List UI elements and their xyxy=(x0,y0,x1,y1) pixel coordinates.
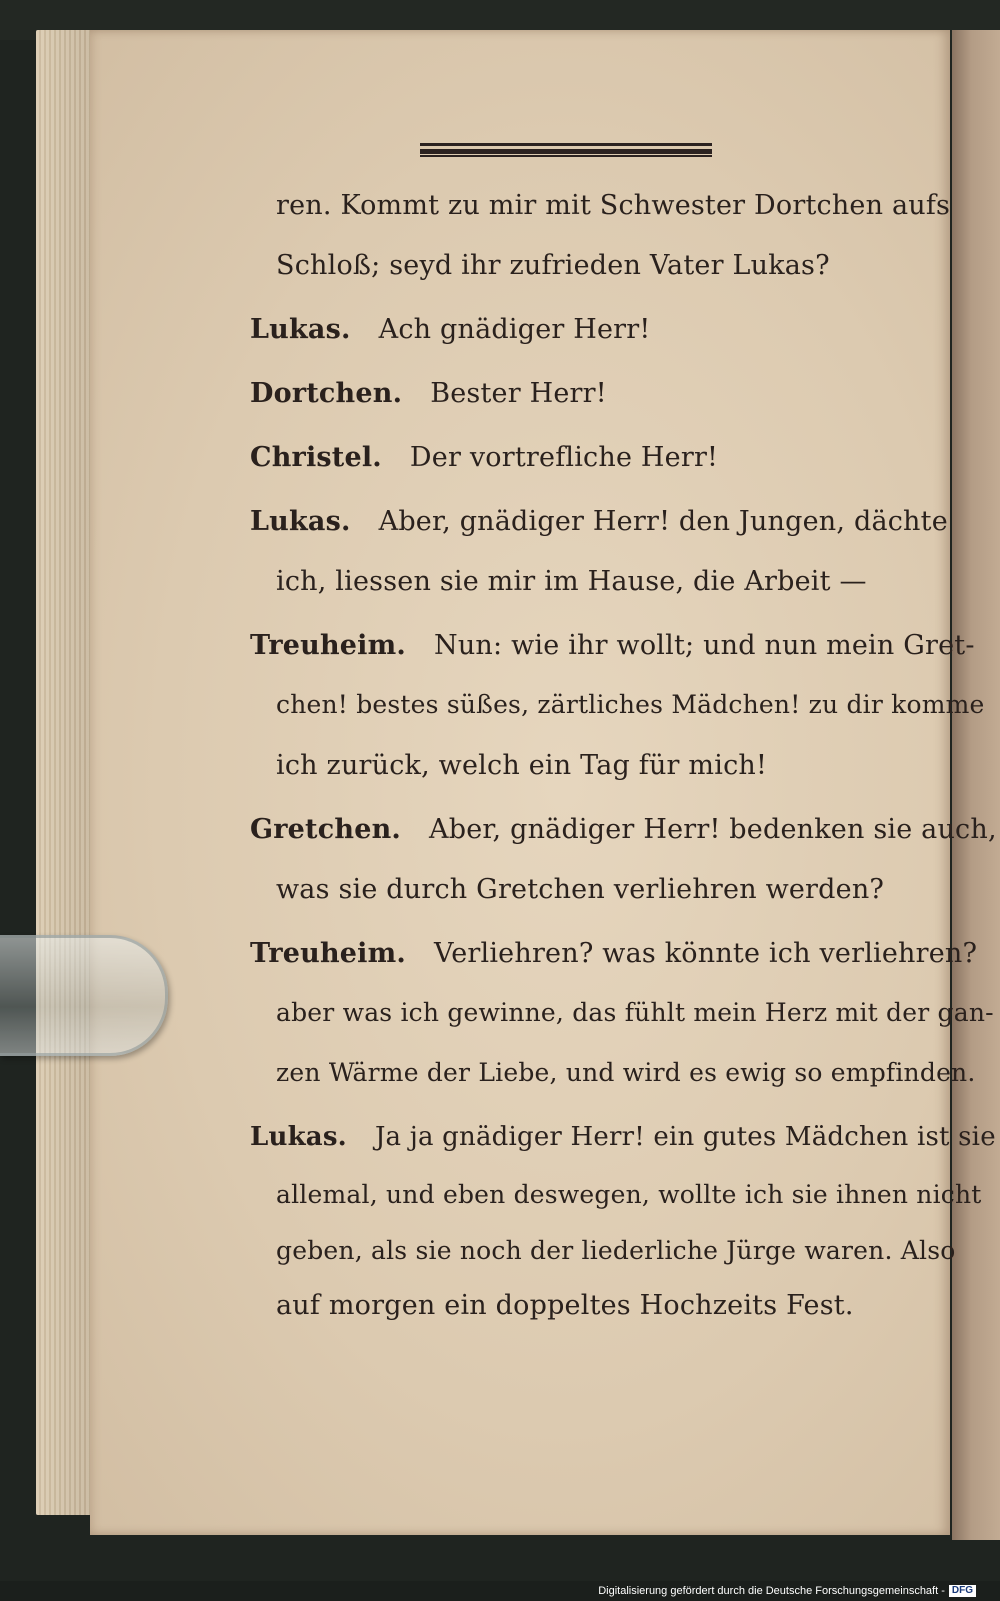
speech-text: Verliehren? was könnte ich verliehren? xyxy=(434,938,978,969)
text-line xyxy=(250,1122,996,1152)
ornamental-header-rule xyxy=(420,143,712,157)
text-line xyxy=(276,566,867,597)
speech-text: ren. Kommt zu mir mit Schwester Dortchen aufs xyxy=(276,190,951,221)
speaker-name: Treuheim. xyxy=(250,630,406,661)
text-line xyxy=(250,938,977,969)
next-page-edge xyxy=(952,30,1000,1540)
text-line xyxy=(250,630,975,661)
speaker-name: Lukas. xyxy=(250,506,351,537)
speech-text: Der vortrefliche Herr! xyxy=(409,442,719,473)
text-line xyxy=(276,690,985,719)
speech-text: geben, als sie noch der liederliche Jürge waren. Also xyxy=(276,1236,956,1265)
text-line xyxy=(250,314,650,345)
text-line xyxy=(250,378,607,409)
speaker-name: Lukas. xyxy=(250,314,351,345)
text-line xyxy=(276,1058,976,1087)
text-line xyxy=(250,442,718,473)
speech-text: allemal, und eben deswegen, wollte ich sie ihnen nicht xyxy=(276,1180,982,1209)
speech-text: Schloß; seyd ihr zufrieden Vater Lukas? xyxy=(276,250,830,281)
speech-text: Aber, gnädiger Herr! bedenken sie auch, xyxy=(429,814,997,845)
speaker-name: Christel. xyxy=(250,442,382,473)
dfg-logo: DFG xyxy=(949,1585,976,1597)
text-line xyxy=(276,190,950,221)
speaker-name: Gretchen. xyxy=(250,814,402,845)
speech-text: zen Wärme der Liebe, und wird es ewig so empfinden. xyxy=(276,1058,976,1087)
text-line xyxy=(276,1180,982,1209)
speech-text: Ja ja gnädiger Herr! ein gutes Mädchen ist sie xyxy=(374,1122,996,1152)
text-line xyxy=(276,1236,956,1265)
speaker-name: Dortchen. xyxy=(250,378,403,409)
footer-credit xyxy=(598,1585,976,1597)
text-line xyxy=(276,250,830,281)
footer-text: Digitalisierung gefördert durch die Deutsche Forschungsgemeinschaft - xyxy=(598,1585,945,1597)
speech-text: chen! bestes süßes, zärtliches Mädchen! zu dir komme xyxy=(276,690,985,719)
speaker-name: Lukas. xyxy=(250,1122,347,1152)
speech-text: was sie durch Gretchen verliehren werden? xyxy=(276,874,885,905)
speech-text: Ach gnädiger Herr! xyxy=(378,314,651,345)
speech-text: Nun: wie ihr wollt; und nun mein Gret- xyxy=(434,630,975,661)
speech-text: ich zurück, welch ein Tag für mich! xyxy=(276,750,768,781)
page-weight-clip xyxy=(0,935,168,1056)
text-line xyxy=(276,874,884,905)
text-line xyxy=(250,814,997,845)
speech-text: aber was ich gewinne, das fühlt mein Herz mit der gan- xyxy=(276,998,994,1027)
text-line xyxy=(276,750,767,781)
speaker-name: Treuheim. xyxy=(250,938,406,969)
text-line xyxy=(250,506,948,537)
speech-text: ich, liessen sie mir im Hause, die Arbeit — xyxy=(276,566,867,597)
text-line xyxy=(276,998,994,1027)
speech-text: Aber, gnädiger Herr! den Jungen, dächte xyxy=(378,506,948,537)
speech-text: Bester Herr! xyxy=(430,378,607,409)
text-line xyxy=(276,1290,854,1321)
speech-text: auf morgen ein doppeltes Hochzeits Fest. xyxy=(276,1290,854,1321)
